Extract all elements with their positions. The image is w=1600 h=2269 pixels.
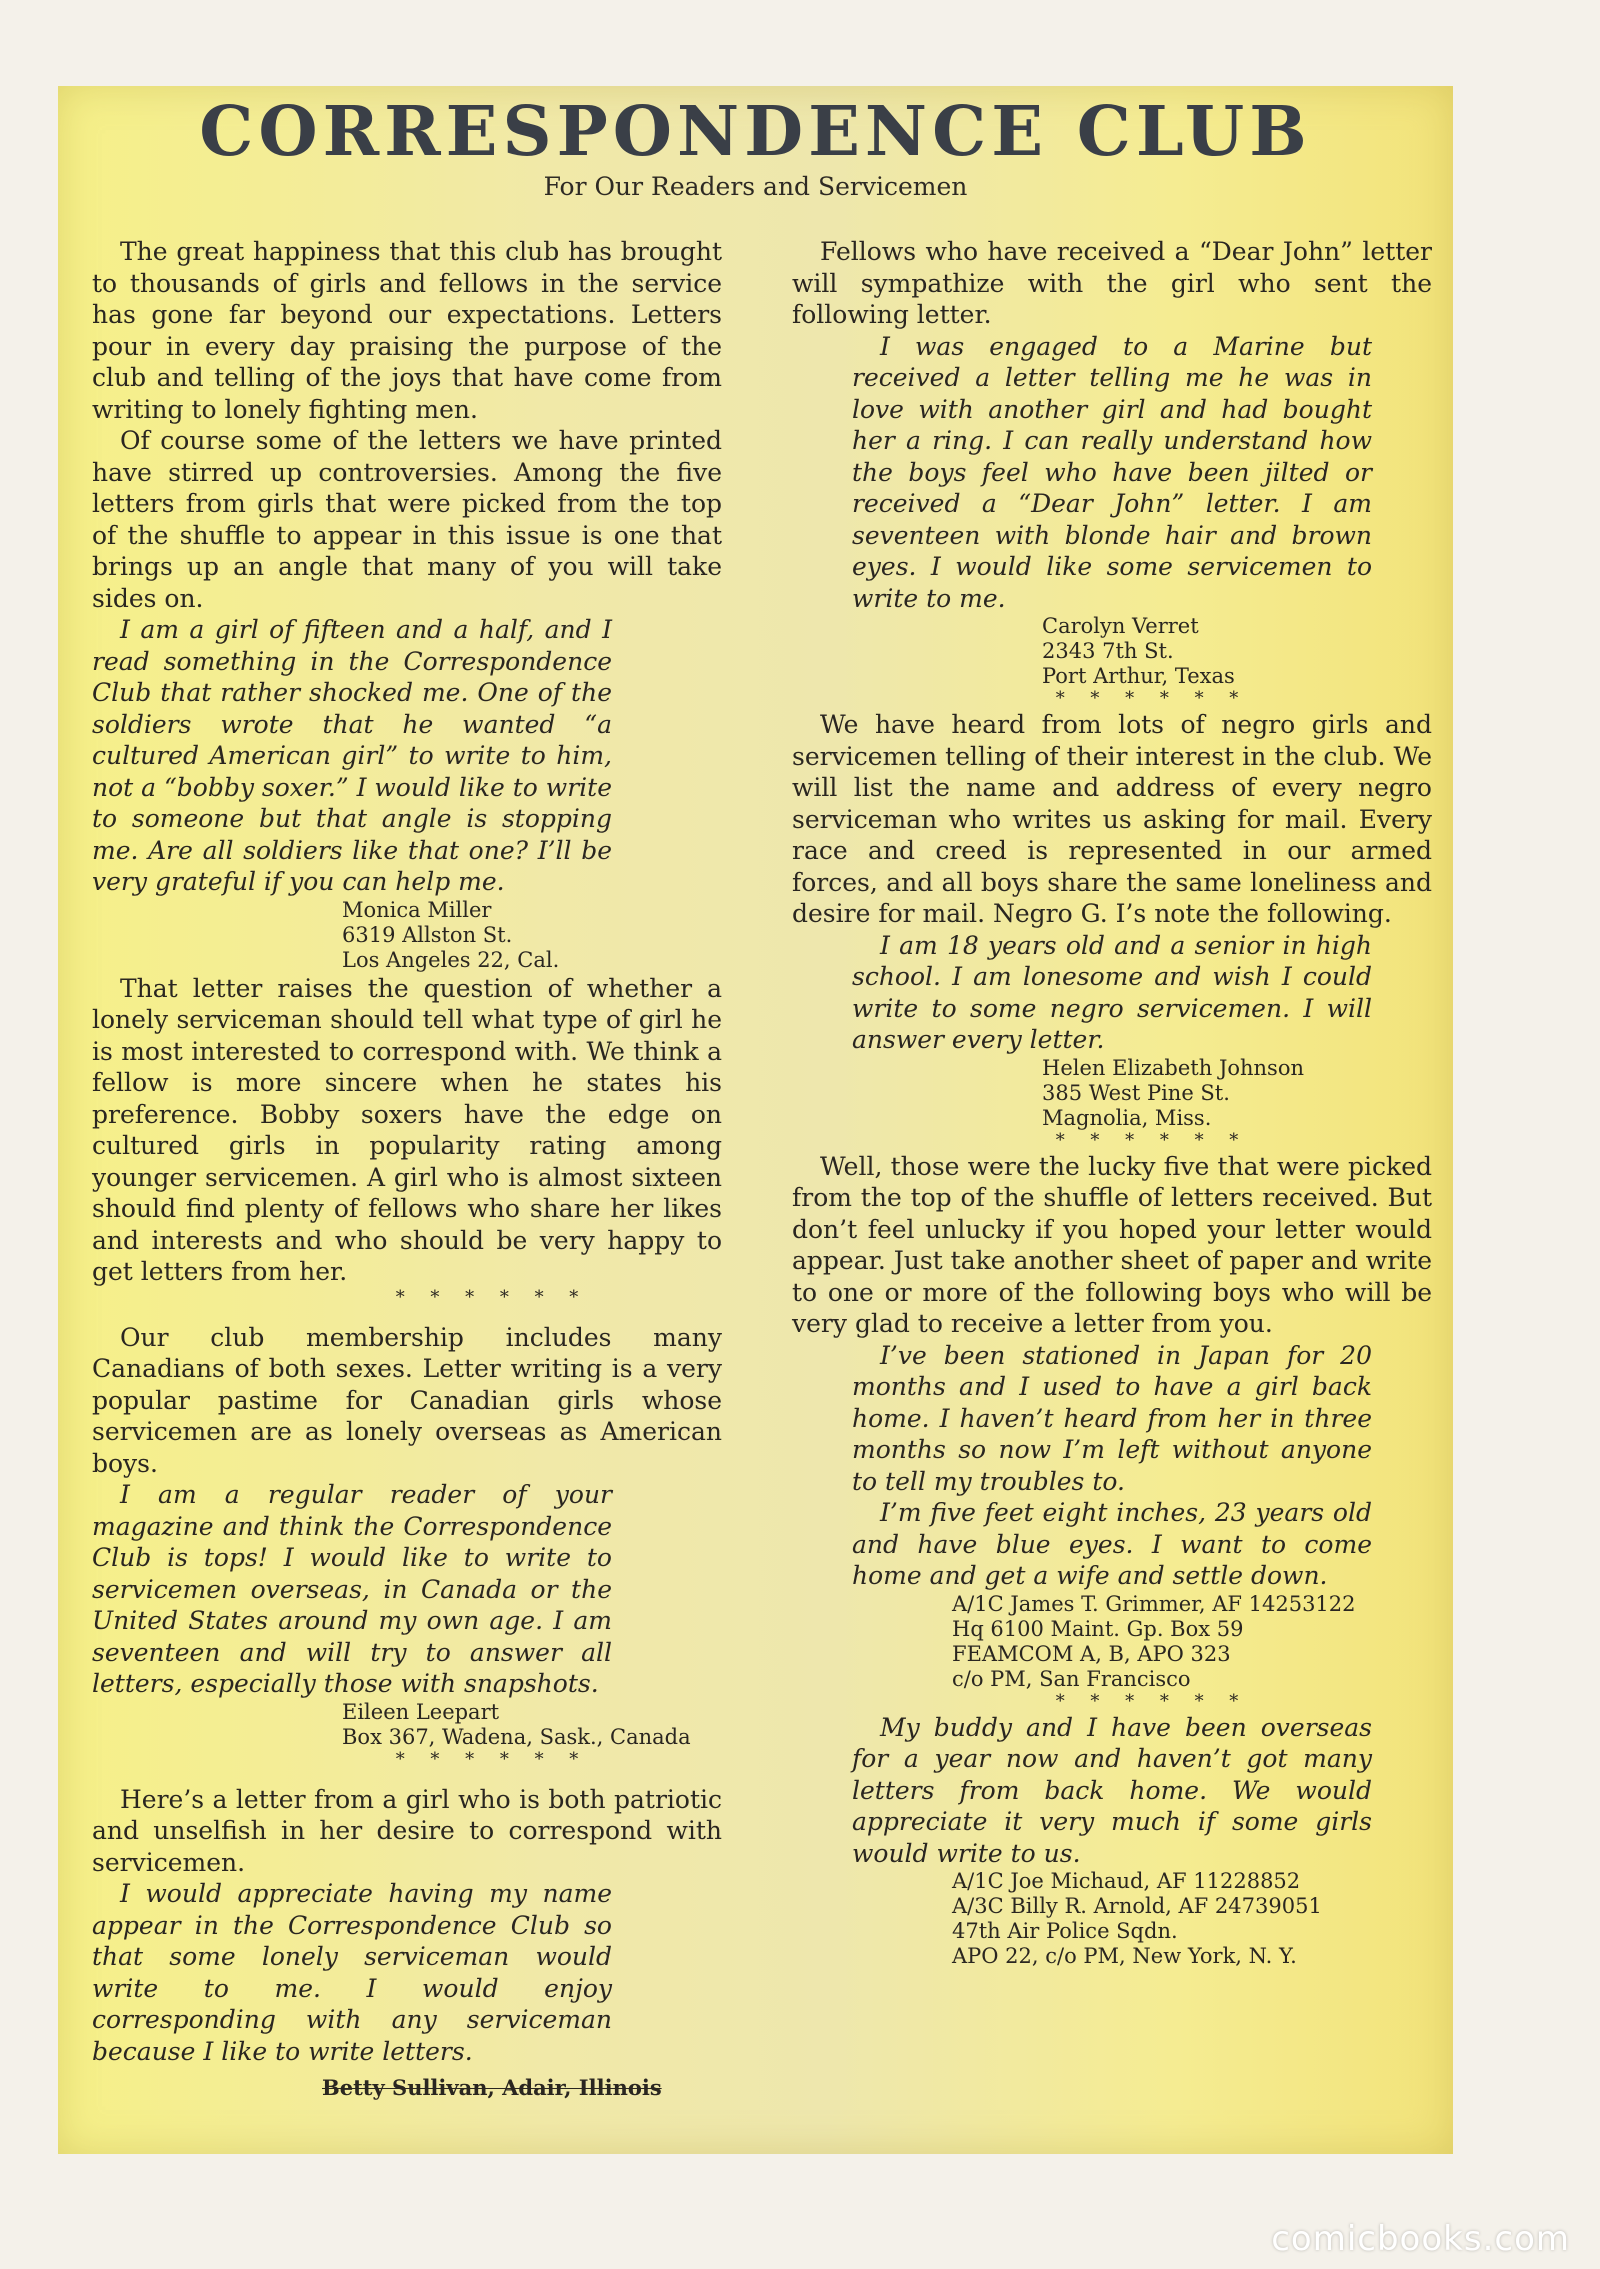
letter-joe-billy: My buddy and I have been overseas for a year now and haven’t got many letters from back home. We would appreciate it very much if some girls would write to us.	[852, 1712, 1372, 1868]
comment-paragraph-2: Our club membership includes many Canadians of both sexes. Letter writing is a very popular pastime for Canadian girls whose servicemen are as lonely overseas as American boys.	[92, 1322, 722, 1478]
signature-line: APO 22, c/o PM, New York, N. Y.	[952, 1944, 1297, 1968]
signature-line: Los Angeles 22, Cal.	[342, 947, 560, 972]
signature-line: 385 West Pine St.	[1042, 1080, 1230, 1105]
signature-line: Port Arthur, Texas	[1042, 664, 1235, 688]
section-divider: * * * * * *	[1055, 688, 1249, 709]
comment-paragraph-3: Here’s a letter from a girl who is both patriotic and unselfish in her desire to correspond with servicemen.	[92, 1784, 722, 1877]
signature-line: 6319 Allston St.	[342, 922, 513, 947]
letter-james-b: I’m five feet eight inches, 23 years old and have blue eyes. I want to come home and get a wife and settle down.	[852, 1498, 1372, 1590]
signature-line: FEAMCOM A, B, APO 323	[952, 1641, 1231, 1666]
section-divider: * * * * * *	[1055, 1690, 1249, 1712]
signature-line: Magnolia, Miss.	[1042, 1105, 1212, 1130]
comment-paragraph-1: That letter raises the question of whether a lonely serviceman should tell what type of girl he is most interested to correspond with. We think a fellow is more sincere when he states his preference. Bobby soxers have the edge on cultured girls in popularity rating among younger servicemen. A girl who is almost sixteen should find plenty of fellows who share her likes and interests and who should be very happy to get letters from her.	[92, 973, 722, 1286]
section-divider: * * * * * *	[395, 1286, 589, 1308]
left-column	[92, 236, 722, 2100]
intro-paragraph-1: The great happiness that this club has brought to thousands of girls and fellows in the service has gone far beyond our expectations. Letters pour in every day praising the purpose of the club and telling of the joys that have come from writing to lonely fighting men.	[92, 237, 722, 424]
letter-betty: I would appreciate having my name appear in the Correspondence Club so that some lonely serviceman would write to me. I would enjoy corresponding with any serviceman because I like to write letters.	[92, 1879, 612, 2066]
comment-paragraph-5: We have heard from lots of negro girls and servicemen telling of their interest in the club. We will list the name and address of every negro serviceman who writes us asking for mail. Every race and creed is represented in our armed forces, and all boys share the same loneliness and desire for mail. Negro G. I’s note the following.	[792, 710, 1432, 928]
signature-joe-billy	[952, 1869, 1432, 1969]
signature-line: Hq 6100 Maint. Gp. Box 59	[952, 1616, 1244, 1641]
signature-line: Eileen Leepart	[342, 1699, 500, 1724]
signature-line: Box 367, Wadena, Sask., Canada	[342, 1724, 691, 1749]
signature-line: Monica Miller	[342, 897, 492, 922]
signature-line: A/1C Joe Michaud, AF 11228852	[952, 1869, 1301, 1893]
letter-carolyn: I was engaged to a Marine but received a letter telling me he was in love with another girl and had bought her a ring. I can really understand how the boys feel who have been jilted or received a “Dear John” letter. I am seventeen with blonde hair and brown eyes. I would like some servicemen to write to me.	[852, 331, 1372, 613]
signature-line: 2343 7th St.	[1042, 639, 1174, 663]
page-subtitle: For Our Readers and Servicemen	[543, 172, 968, 201]
section-divider: * * * * * *	[1055, 1129, 1249, 1151]
signature-line: 47th Air Police Sqdn.	[952, 1919, 1178, 1943]
right-column	[792, 236, 1432, 1969]
signature-line: A/1C James T. Grimmer, AF 14253122	[952, 1591, 1356, 1616]
signature-line: c/o PM, San Francisco	[952, 1666, 1191, 1691]
comment-paragraph-4: Fellows who have received a “Dear John” letter will sympathize with the girl who sent the following letter.	[792, 237, 1432, 329]
signature-helen	[1042, 1056, 1432, 1131]
signature-line: A/3C Billy R. Arnold, AF 24739051	[952, 1894, 1322, 1918]
section-divider: * * * * * *	[395, 1748, 589, 1770]
intro-paragraph-2: Of course some of the letters we have printed have stirred up controversies. Among the five letters from girls that were picked from the top of the shuffle to appear in this issue is one that brings up an angle that many of you will take sides on.	[92, 426, 722, 613]
signature-eileen	[342, 1700, 722, 1750]
letter-eileen: I am a regular reader of your magazine and think the Correspondence Club is tops! I would like to write to servicemen overseas, in Canada or the United States around my own age. I am seventeen and will try to answer all letters, especially those with snapshots.	[92, 1480, 612, 1698]
signature-line: Carolyn Verret	[1042, 614, 1199, 638]
letter-helen: I am 18 years old and a senior in high school. I am lonesome and wish I could write to some negro servicemen. I will answer every letter.	[852, 930, 1372, 1054]
magazine-page	[58, 86, 1453, 2154]
letter-monica: I am a girl of fifteen and a half, and I read something in the Correspondence Club that rather shocked me. One of the soldiers wrote that he wanted “a cultured American girl” to write to him, not a “bobby soxer.” I would like to write to someone but that angle is stopping me. Are all soldiers like that one? I’ll be very grateful if you can help me.	[92, 615, 612, 896]
letter-james-a: I’ve been stationed in Japan for 20 months and I used to have a girl back home. I haven’t heard from her in three months so now I’m left without anyone to tell my troubles to.	[852, 1340, 1372, 1496]
signature-monica	[342, 898, 722, 973]
site-watermark: comicbooks.com	[1271, 2219, 1570, 2259]
page-title: CORRESPONDENCE CLUB	[199, 92, 1312, 172]
signature-betty: Betty Sullivan, Adair, Illinois	[322, 2075, 662, 2100]
signature-james	[952, 1592, 1432, 1692]
signature-carolyn	[1042, 614, 1432, 689]
comment-paragraph-6: Well, those were the lucky five that were picked from the top of the shuffle of letters received. But don’t feel unlucky if you hoped your letter would appear. Just take another sheet of paper and write to one or more of the following boys who will be very glad to receive a letter from you.	[792, 1151, 1432, 1338]
signature-line: Helen Elizabeth Johnson	[1042, 1055, 1304, 1080]
